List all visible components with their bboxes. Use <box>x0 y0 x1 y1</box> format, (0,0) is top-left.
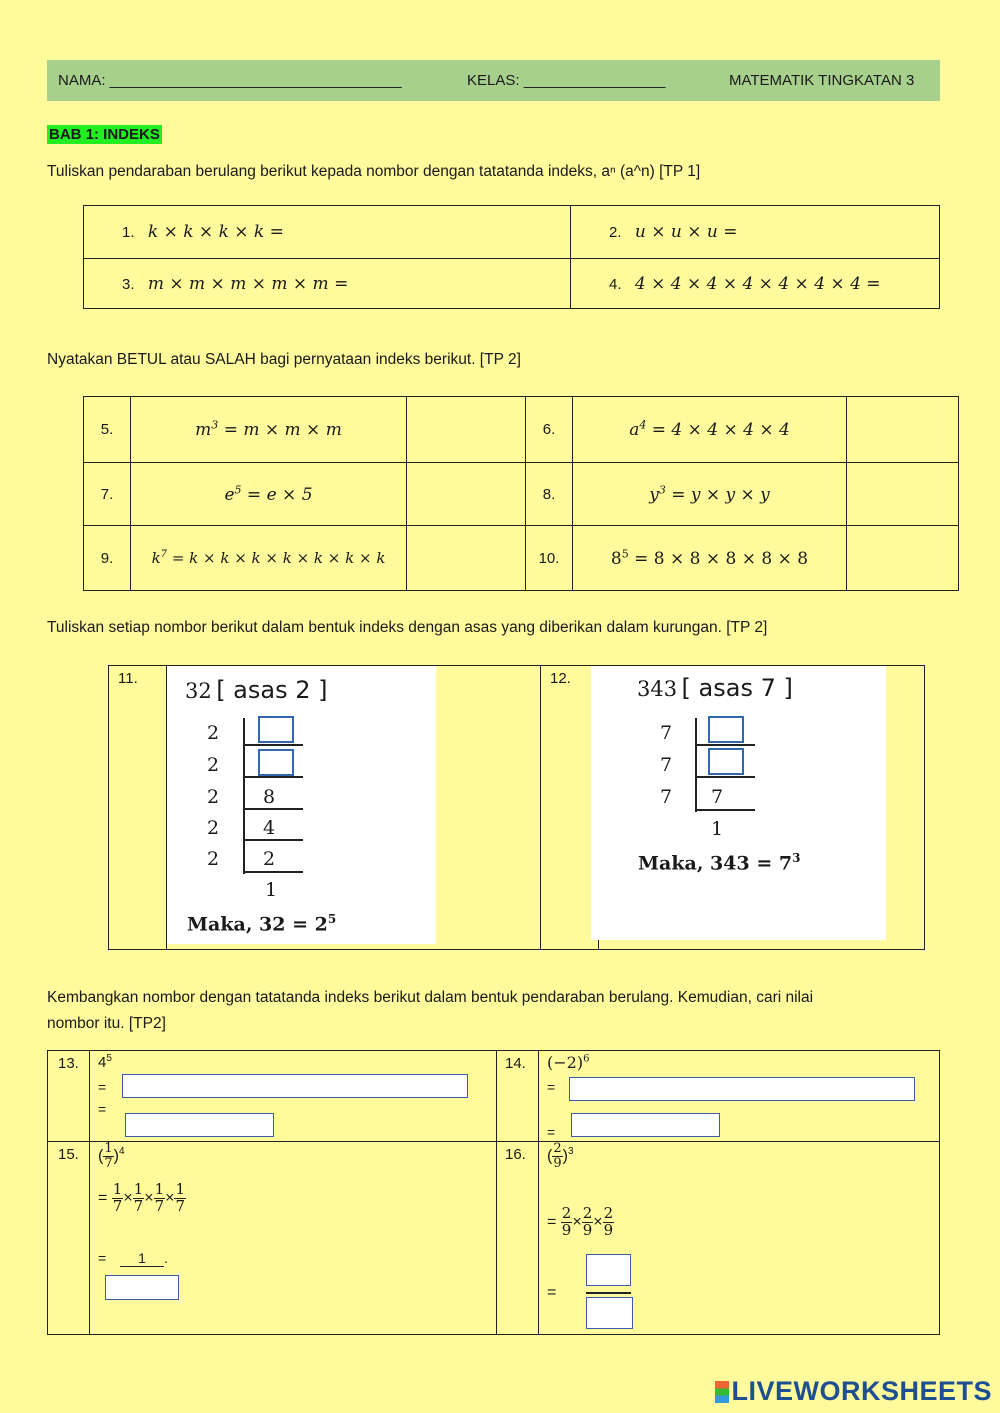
item-3[interactable]: 3. m × m × m × m × m = <box>84 259 571 309</box>
statement-6: $a^4 = 4 \times 4 \times 4 \times 4$ <box>573 397 847 463</box>
item-2-expr: u × u × u = <box>634 222 738 242</box>
section4-instruction-line2: nombor itu. [TP2] <box>47 1015 166 1032</box>
q11-base-label: [ asas 2 ] <box>216 676 328 704</box>
section1-table <box>83 205 940 309</box>
q16-expr: ( $\frac{2}{9}$ )$^3$ <box>547 1141 574 1171</box>
q12-conclusion: Maka, $343 = 7^3$ <box>638 851 801 875</box>
q16-expansion: = $\frac{2}{9}$ × $\frac{2}{9}$ × $\frac{2}{9}$ <box>547 1204 614 1239</box>
logo-icon <box>715 1381 729 1403</box>
statement-7: $e^5 = e \times 5$ <box>131 463 407 526</box>
answer-6[interactable] <box>847 397 959 463</box>
q14-expr: $(-2)^6$ <box>547 1053 590 1072</box>
chapter-title: BAB 1: INDEKS <box>49 126 160 143</box>
q14-expansion-input[interactable] <box>569 1077 915 1101</box>
item-2[interactable]: 2. u × u × u = <box>571 206 940 259</box>
nama-field[interactable]: NAMA: ___________________________________ <box>58 72 402 89</box>
section2-table: 5. $m^3 = m \times m \times m$ 6. $a^4 = 4 \times 4 \times 4 \times 4$ 7. $e^5 = e \times 5$ 8. $y^3 = y \times y \times y$ 9. $k^7 = k \times k \times k \times k \times k \times k \times k$ 10. $8^5 = 8 \times 8 \times 8 \times 8 \times 8$ <box>83 396 959 591</box>
q15-answer-line: = 1 . <box>98 1250 168 1266</box>
section3-table: 11. 12. <box>108 665 925 950</box>
section4-instruction-line1: Kembangkan nombor dengan tatatanda indeks berikut dalam bentuk pendaraban berulang. Kemudian, cari nilai <box>47 989 814 1006</box>
item-1[interactable]: 1. k × k × k × k = <box>84 206 571 259</box>
q13-value-input[interactable] <box>125 1113 274 1137</box>
q12-answer-box-1[interactable] <box>708 716 744 743</box>
q13-expansion-input[interactable] <box>122 1074 468 1098</box>
q16-numerator-input[interactable] <box>586 1254 631 1286</box>
item-3-expr: m × m × m × m × m = <box>147 273 349 294</box>
q14-value-input[interactable] <box>571 1113 720 1137</box>
q16-fraction-bar <box>586 1292 631 1294</box>
q12-base-label: [ asas 7 ] <box>681 674 793 702</box>
q15-expr: ( $\frac{1}{7}$ )$^4$ <box>98 1141 125 1171</box>
q15-denominator-input[interactable] <box>105 1275 179 1300</box>
q11-answer-box-2[interactable] <box>258 749 294 776</box>
q15-expansion: = $\frac{1}{7}$ × $\frac{1}{7}$ × $\frac{1}{7}$ × $\frac{1}{7}$ <box>98 1180 186 1215</box>
answer-8[interactable] <box>847 463 959 526</box>
q12-panel: 343 [ asas 7 ] 7 7 7 7 1 Maka, $343 = 7^3$ <box>591 666 886 940</box>
kelas-field[interactable]: KELAS: _________________ <box>467 72 666 89</box>
statement-8: $y^3 = y \times y \times y$ <box>573 463 847 526</box>
q11-conclusion: Maka, $32 = 2^5$ <box>187 912 337 936</box>
q12-answer-box-2[interactable] <box>708 748 744 775</box>
item-1-expr: k × k × k × k = <box>147 222 284 242</box>
section1-instruction: Tuliskan pendaraban berulang berikut kepada nombor dengan tatatanda indeks, aⁿ (a^n) [TP 1] <box>47 163 701 180</box>
liveworksheets-logo[interactable]: LIVEWORKSHEETS <box>715 1376 992 1407</box>
q16-denominator-input[interactable] <box>586 1297 633 1329</box>
subject-title: MATEMATIK TINGKATAN 3 <box>729 72 915 89</box>
q11-answer-box-1[interactable] <box>258 716 294 743</box>
q13-expr: $4^5$ <box>98 1053 112 1071</box>
section2-instruction: Nyatakan BETUL atau SALAH bagi pernyataan indeks berikut. [TP 2] <box>47 351 521 368</box>
answer-5[interactable] <box>407 397 526 463</box>
section3-instruction: Tuliskan setiap nombor berikut dalam bentuk indeks dengan asas yang diberikan dalam kurungan. [TP 2] <box>47 619 768 636</box>
statement-9: $k^7 = k \times k \times k \times k \times k \times k \times k$ <box>131 526 407 591</box>
item-4[interactable]: 4. 4 × 4 × 4 × 4 × 4 × 4 × 4 = <box>571 259 940 309</box>
answer-10[interactable] <box>847 526 959 591</box>
answer-7[interactable] <box>407 463 526 526</box>
answer-9[interactable] <box>407 526 526 591</box>
statement-10: $8^5 = 8 \times 8 \times 8 \times 8 \times 8$ <box>573 526 847 591</box>
q11-panel: 32 [ asas 2 ] 2 2 2 2 2 8 4 2 1 Maka, $32 = 2^5$ <box>167 666 436 944</box>
item-4-expr: 4 × 4 × 4 × 4 × 4 × 4 × 4 = <box>634 273 881 294</box>
statement-5: $m^3 = m \times m \times m$ <box>131 397 407 463</box>
header-bar <box>47 60 940 101</box>
